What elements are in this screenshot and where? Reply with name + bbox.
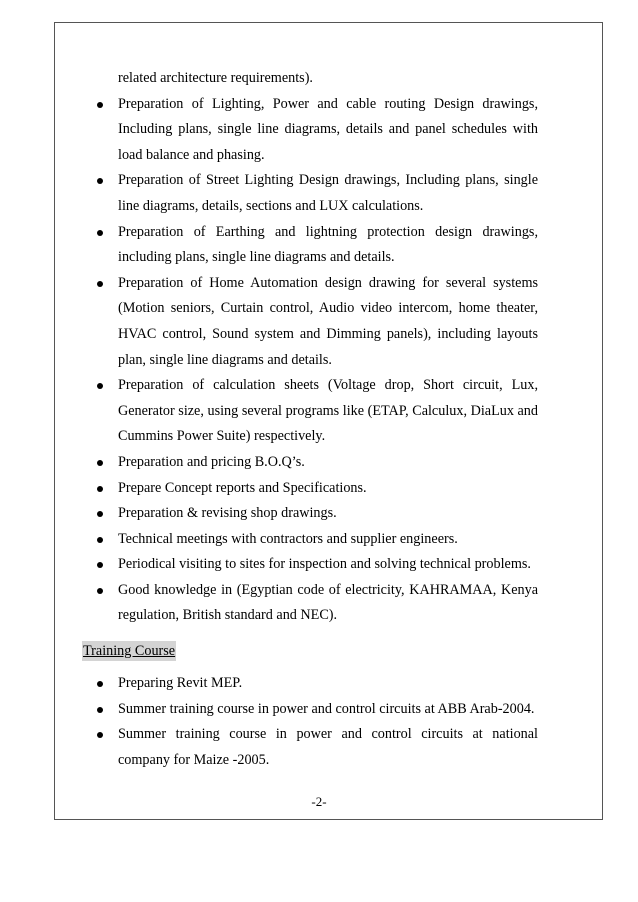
bullet-icon — [97, 486, 103, 492]
list-item-text: Summer training course in power and control circuits at national company for Maize -2005. — [118, 726, 538, 768]
list-item — [82, 476, 538, 502]
bullet-icon — [97, 681, 103, 687]
training-list — [82, 671, 538, 773]
list-item — [82, 722, 538, 773]
list-item-text: Technical meetings with contractors and supplier engineers. — [118, 530, 458, 547]
list-item — [82, 92, 538, 169]
bullet-icon — [97, 588, 103, 594]
list-item-text: Preparation of Earthing and lightning protection design drawings, including plans, single line diagrams and details. — [118, 223, 538, 266]
list-item-text: Preparation and pricing B.O.Q’s. — [118, 453, 305, 470]
bullet-icon — [97, 281, 103, 287]
list-item — [82, 271, 538, 373]
bullet-icon — [97, 537, 103, 543]
section-heading-training: Training Course — [83, 643, 176, 660]
list-item — [82, 501, 538, 527]
list-item-text: Preparation of Home Automation design drawing for several systems (Motion seniors, Curtain control, Audio video intercom, home theater, HVAC control, Sound system and Dimming panels), including layouts plan, single line diagrams and details. — [118, 274, 538, 368]
bullet-icon — [97, 383, 103, 389]
list-item-text: Prepare Concept reports and Specifications. — [118, 479, 367, 496]
bullet-icon — [97, 707, 103, 713]
bullet-icon — [97, 511, 103, 517]
document-body — [82, 66, 538, 773]
list-item-text: Periodical visiting to sites for inspection and solving technical problems. — [118, 556, 531, 573]
list-item — [82, 373, 538, 450]
list-item-text: Preparation & revising shop drawings. — [118, 505, 337, 522]
list-item — [82, 220, 538, 271]
list-item-text: Preparation of calculation sheets (Voltage drop, Short circuit, Lux, Generator size, using several programs like (ETAP, Calculux, DiaLux and Cummins Power Suite) respectively. — [118, 377, 538, 445]
bullet-icon — [97, 732, 103, 738]
list-item — [82, 578, 538, 629]
list-item — [82, 697, 538, 723]
bullet-icon — [97, 460, 103, 466]
list-item — [82, 527, 538, 553]
list-item-text: Preparing Revit MEP. — [118, 675, 243, 692]
page-number: -2- — [311, 794, 327, 809]
list-item — [82, 450, 538, 476]
bullet-icon — [97, 178, 103, 184]
list-item — [82, 552, 538, 578]
list-item — [82, 168, 538, 219]
bullet-icon — [97, 102, 103, 108]
list-item-text: Preparation of Lighting, Power and cable routing Design drawings, Including plans, single line diagrams, details and panel schedules with load balance and phasing. — [118, 95, 538, 163]
bullet-icon — [97, 230, 103, 236]
bullet-icon — [97, 562, 103, 568]
list-item-text: Preparation of Street Lighting Design drawings, Including plans, single line diagrams, details, sections and LUX calculations. — [118, 172, 538, 214]
continued-text: related architecture requirements). — [118, 70, 313, 86]
list-item-text: Good knowledge in (Egyptian code of electricity, KAHRAMAA, Kenya regulation, British standard and NEC). — [118, 581, 538, 624]
list-item-text: Summer training course in power and control circuits at ABB Arab-2004. — [118, 700, 535, 717]
experience-list — [82, 92, 538, 629]
list-item — [82, 671, 538, 697]
